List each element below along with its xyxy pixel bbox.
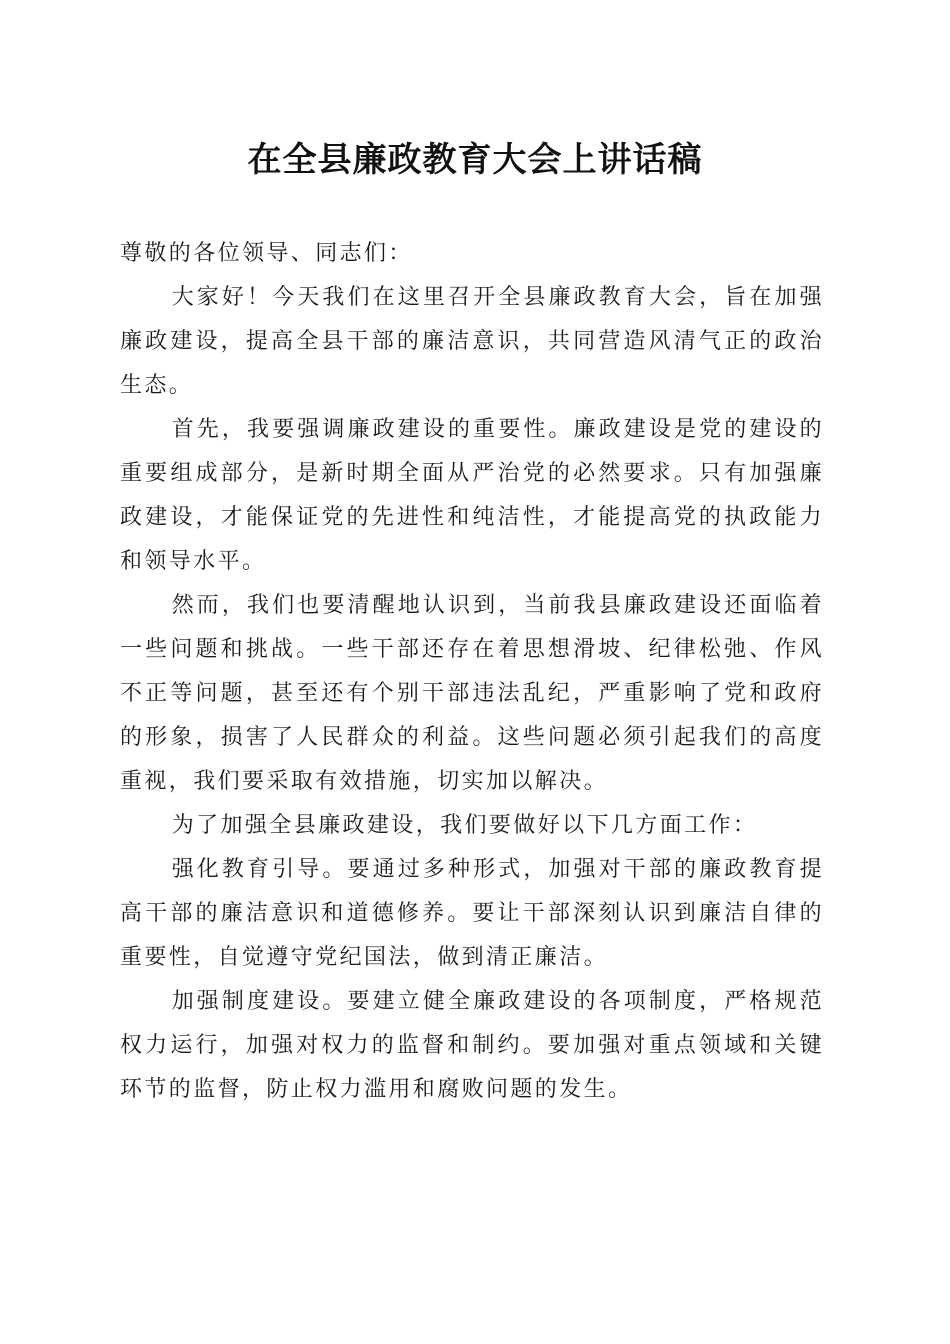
document-body bbox=[120, 232, 824, 1112]
paragraph-importance: 首先，我要强调廉政建设的重要性。廉政建设是党的建设的重要组成部分，是新时期全面从严治党的必然要求。只有加强廉政建设，才能保证党的先进性和纯洁性，才能提高党的执政能力和领导水平。 bbox=[120, 417, 824, 574]
paragraph-tasks-intro: 为了加强全县廉政建设，我们要做好以下几方面工作： bbox=[171, 813, 758, 838]
salutation: 尊敬的各位领导、同志们： bbox=[120, 241, 413, 266]
paragraph-institutions: 加强制度建设。要建立健全廉政建设的各项制度，严格规范权力运行，加强对权力的监督和制约。要加强对重点领域和关键环节的监督，防止权力滥用和腐败问题的发生。 bbox=[120, 989, 824, 1102]
paragraph-problems: 然而，我们也要清醒地认识到，当前我县廉政建设还面临着一些问题和挑战。一些干部还存在着思想滑坡、纪律松弛、作风不正等问题，甚至还有个别干部违法乱纪，严重影响了党和政府的形象，损害了人民群众的利益。这些问题必须引起我们的高度重视，我们要采取有效措施，切实加以解决。 bbox=[120, 593, 824, 794]
document-title: 在全县廉政教育大会上讲话稿 bbox=[247, 140, 703, 180]
paragraph-greeting: 大家好！今天我们在这里召开全县廉政教育大会，旨在加强廉政建设，提高全县干部的廉洁意识，共同营造风清气正的政治生态。 bbox=[120, 285, 824, 398]
paragraph-education: 强化教育引导。要通过多种形式，加强对干部的廉政教育提高干部的廉洁意识和道德修养。要让干部深刻认识到廉洁自律的重要性，自觉遵守党纪国法，做到清正廉洁。 bbox=[120, 857, 824, 970]
